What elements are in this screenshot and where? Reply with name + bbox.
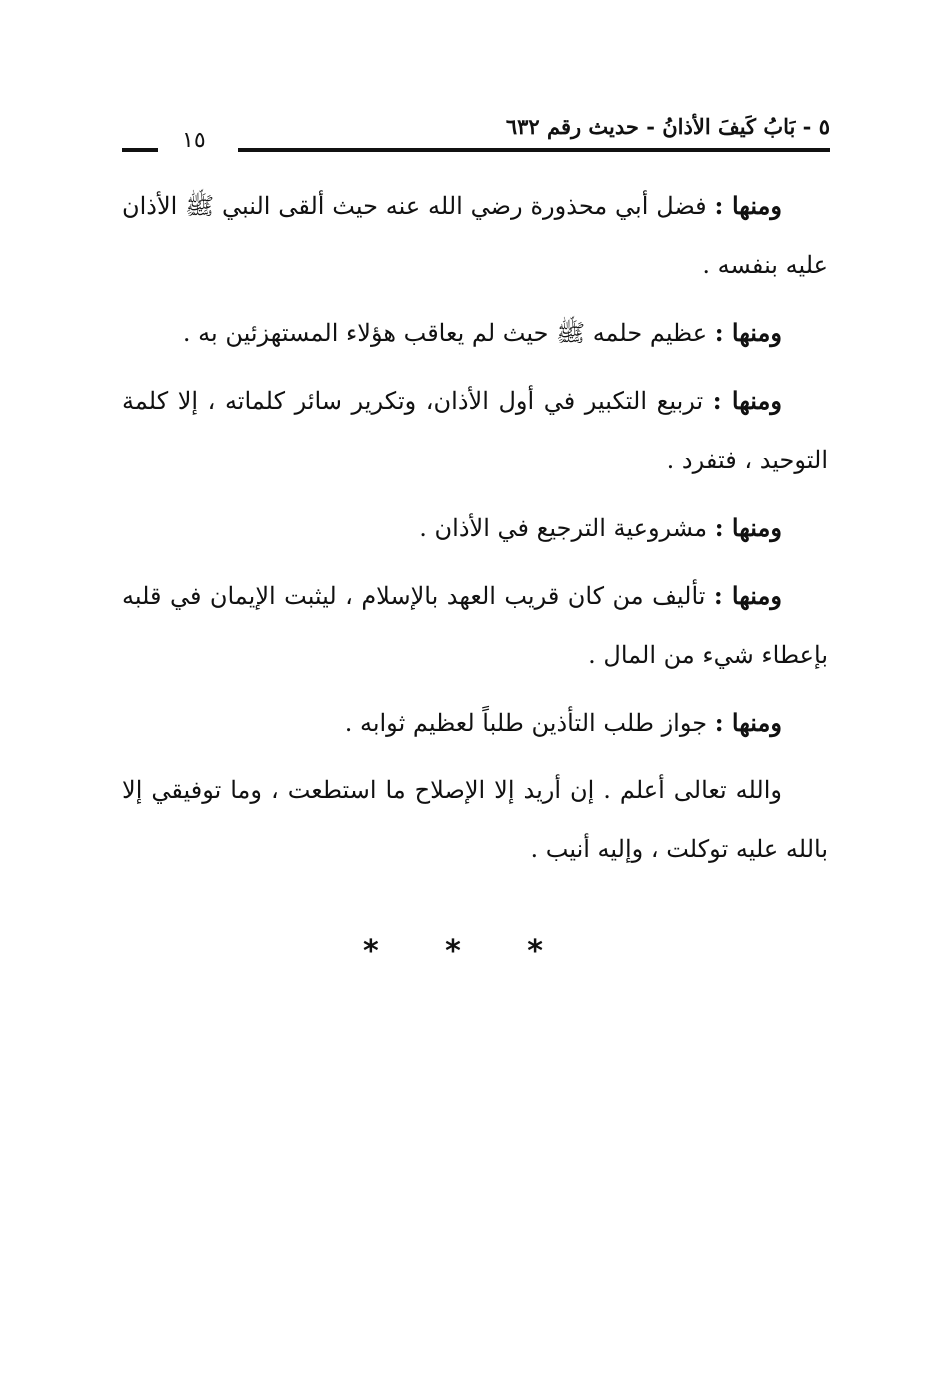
paragraph-3 [122,371,828,490]
paragraph-text: عظيم حلمه ﷺ حيث لم يعاقب هؤلاء المستهزئين به . [182,319,708,347]
paragraph-lead: ومنها : [712,386,782,415]
chapter-title: ٥ - بَابُ كَيفَ الأذانُ - حديث رقم ٦٣٢ [505,114,830,139]
paragraph-text: مشروعية الترجيع في الأذان . [419,514,708,542]
paragraph-lead: ومنها : [714,318,782,347]
paragraph-2 [122,303,828,363]
body-text [122,176,828,887]
paragraph-text: تربيع التكبير في أول الأذان، وتكرير سائر كلماته ، إلا كلمة التوحيد ، فتفرد . [122,387,828,474]
page-number-rule [122,148,158,152]
closing-paragraph: والله تعالى أعلم . إن أريد إلا الإصلاح ما استطعت ، وما توفيقي إلا بالله عليه توكلت ، وإليه أنيب . [122,776,828,863]
page-number: ١٥ [182,128,206,153]
paragraph-5 [122,566,828,685]
paragraph-lead: ومنها : [714,513,782,542]
paragraph-4 [122,498,828,558]
paragraph-lead: ومنها : [713,581,782,610]
paragraph-text: جواز طلب التأذين طلباً لعظيم ثوابه . [344,709,708,737]
page-header [122,112,830,152]
paragraph-6 [122,693,828,753]
paragraph-lead: ومنها : [714,191,783,220]
paragraph-text: تأليف من كان قريب العهد بالإسلام ، ليثبت الإيمان في قلبه بإعطاء شيء من المال . [122,582,828,669]
paragraph-1 [122,176,828,295]
header-rule [238,148,830,152]
section-divider: * * * [363,934,571,969]
paragraph-lead: ومنها : [714,708,782,737]
paragraph-text: فضل أبي محذورة رضي الله عنه حيث ألقى النبي ﷺ الأذان عليه بنفسه . [122,192,828,279]
